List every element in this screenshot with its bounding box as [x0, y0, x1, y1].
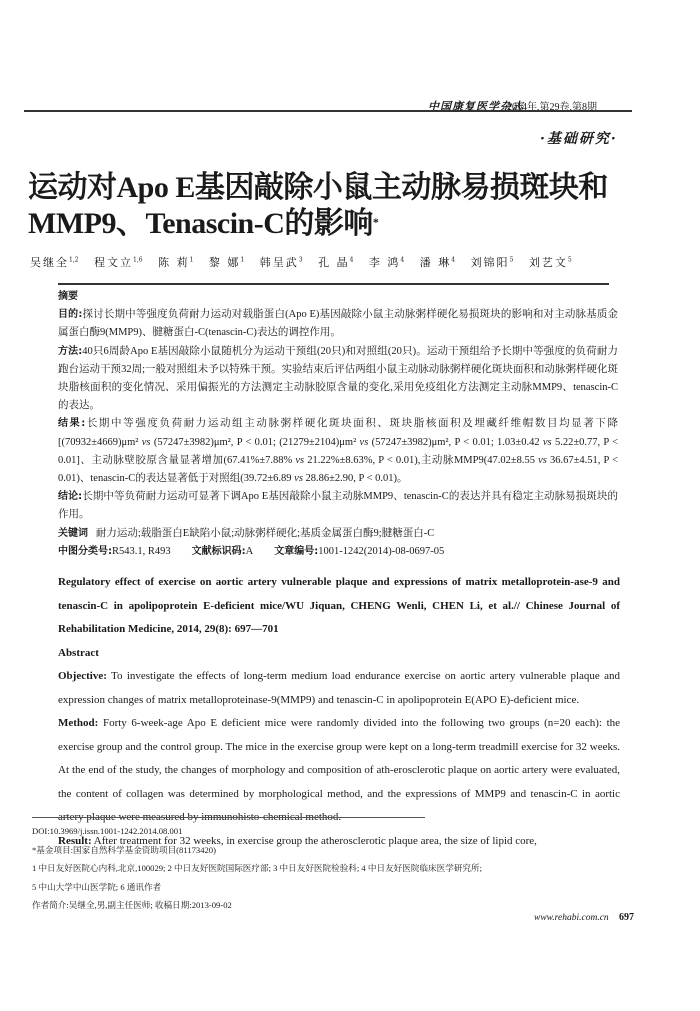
author-list [30, 254, 582, 270]
section-tag: ·基础研究· [540, 131, 618, 147]
english-result: Result: After treatment for 32 weeks, in exercise group the atherosclerotic plaque area, the size of lipid core, [58, 834, 537, 847]
english-objective: Objective: To investigate the effects of long-term medium load endurance exercise on aortic artery vulnerable plaque and expression changes of matrix metalloproteinase-9(MMP9) and tenascin-C in apolipoprotein E(APO E)-deficient mice. [58, 670, 620, 706]
journal-name: 中国康复医学杂志 [428, 100, 524, 113]
fund-note: *基金项目:国家自然科学基金资助项目(81173420) [32, 844, 216, 855]
english-abstract-heading: Abstract [58, 646, 99, 659]
page-number: 697 [619, 912, 634, 923]
title-line-2-text: MMP9、Tenascin-C的影响 [28, 207, 373, 240]
doi: DOI:10.3969/j.issn.1001-1242.2014.08.001 [32, 826, 183, 836]
abstract-english [58, 571, 620, 853]
abstract-conclusion: 结论:长期中等负荷耐力运动可显著下调Apo E基因敲除小鼠主动脉MMP9、tenascin-C的表达并具有稳定主动脉易损斑块的作用。 [58, 491, 619, 521]
keywords: 关键词 耐力运动;载脂蛋白E缺陷小鼠;动脉粥样硬化;基质金属蛋白酶9;腱糖蛋白-C [58, 527, 435, 539]
classification-line: 中图分类号:R543.1, R493 文献标识码:A 文章编号:1001-1242(2014)-08-0697-05 [58, 545, 445, 557]
author-info: 作者简介:吴继全,男,副主任医师; 收稿日期:2013-09-02 [32, 900, 232, 910]
title-footnote-mark: * [372, 215, 379, 229]
author: 吴继全$^{1,2}$ [30, 256, 79, 269]
author: 陈 莉$^1$ [158, 256, 194, 269]
author: 刘锦阳$^5$ [470, 256, 514, 269]
journal-url: www.rehabi.com.cn [534, 913, 609, 923]
abstract-top-rule [58, 283, 609, 285]
issue-info: 2014年,第29卷,第8期 [507, 102, 597, 113]
abstract-objective: 目的:探讨长期中等强度负荷耐力运动对载脂蛋白(Apo E)基因敲除小鼠主动脉粥样硬化易损斑块的影响和对主动脉基质金属蛋白酶9(MMP9)、腱糖蛋白-C(tenascin-C)表达的调控作用。 [58, 309, 618, 339]
abstract-result: 结果:长期中等强度负荷耐力运动组主动脉粥样硬化斑块面积、斑块脂核面积及埋藏纤维帽数目均显著下降[(70932±4669)μm² vs (57247±3982)μm², P < 0.01; (21279±2104)μm² vs (57247±3982)μm², P < 0.01; 1.03±0.42 vs 5.22±0.77, P < 0.01]、主动脉壁胶原含量显著增加(67.41%±7.88% vs 21.22%±8.63%, P < 0.01),主动脉MMP9(47.02±8.55 vs 36.67±4.51, P < 0.01)、tenascin-C的表达显著低于对照组(39.72±6.89 vs 28.86±2.90, P < 0.01)。 [58, 418, 619, 485]
author: 孔 晶$^4$ [318, 256, 354, 269]
author: 程文立$^{1,6}$ [94, 256, 143, 269]
affiliations-line-1: 1 中日友好医院心内科,北京,100029; 2 中日友好医院国际医疗部; 3 中日友好医院检验科; 4 中日友好医院临床医学研究所; [32, 863, 482, 873]
author: 李 鸿$^4$ [368, 256, 405, 269]
title-line-2 [28, 206, 668, 242]
abstract-heading: 摘要 [58, 291, 78, 302]
author: 潘 琳$^4$ [419, 256, 456, 269]
author: 黎 娜$^1$ [208, 256, 245, 269]
title-line-1: 运动对Apo E基因敲除小鼠主动脉易损斑块和 [28, 171, 608, 204]
header-rule [24, 110, 632, 112]
footnote-rule [32, 817, 425, 818]
footnotes [32, 822, 672, 915]
abstract-chinese [58, 288, 618, 561]
english-method: Method: Forty 6-week-age Apo E deficient mice were randomly divided into the following two groups (n=20 each): the exercise group and the control group. The mice in the exercise group were kept on a long-term treadmill exercise for 32 weeks. At the end of the study, the changes of morphology and composition of ath-erosclerotic plaque on aortic artery were evaluated, the content of collagen was determined by morphological method, and the expressions of MMP9 and tenascin-C in aortic artery plaque were measured by immunohisto-chemical method. [58, 717, 621, 823]
author: 刘艺文$^5$ [528, 256, 572, 269]
abstract-method: 方法:40只6周龄Apo E基因敲除小鼠随机分为运动干预组(20只)和对照组(20只)。运动干预组给予长期中等强度的负荷耐力跑台运动干预32周;一般对照组未予以特殊干预。实验结束后评估两组小鼠主动脉动脉粥样硬化斑块面积和动脉粥样硬化斑块脂核面积的变化情况、采用偏振光的方法测定主动脉胶原含量的变化,采用免疫组化方法测定主动脉MMP9、tenascin-C的表达。 [58, 345, 619, 412]
article-title [28, 170, 668, 242]
author: 韩呈武$^3$ [259, 256, 303, 269]
affiliations-line-2: 5 中山大学中山医学院; 6 通讯作者 [32, 881, 162, 892]
english-citation: Regulatory effect of exercise on aortic artery vulnerable plaque and expressions of matrix metalloprotein-ase-9 and tenascin-C in apolipoprotein E-deficient mice/WU Jiquan, CHENG Wenli, CHEN Li, et al.// Chinese Journal of Rehabilitation Medicine, 2014, 29(8): 697—701 [58, 576, 620, 635]
